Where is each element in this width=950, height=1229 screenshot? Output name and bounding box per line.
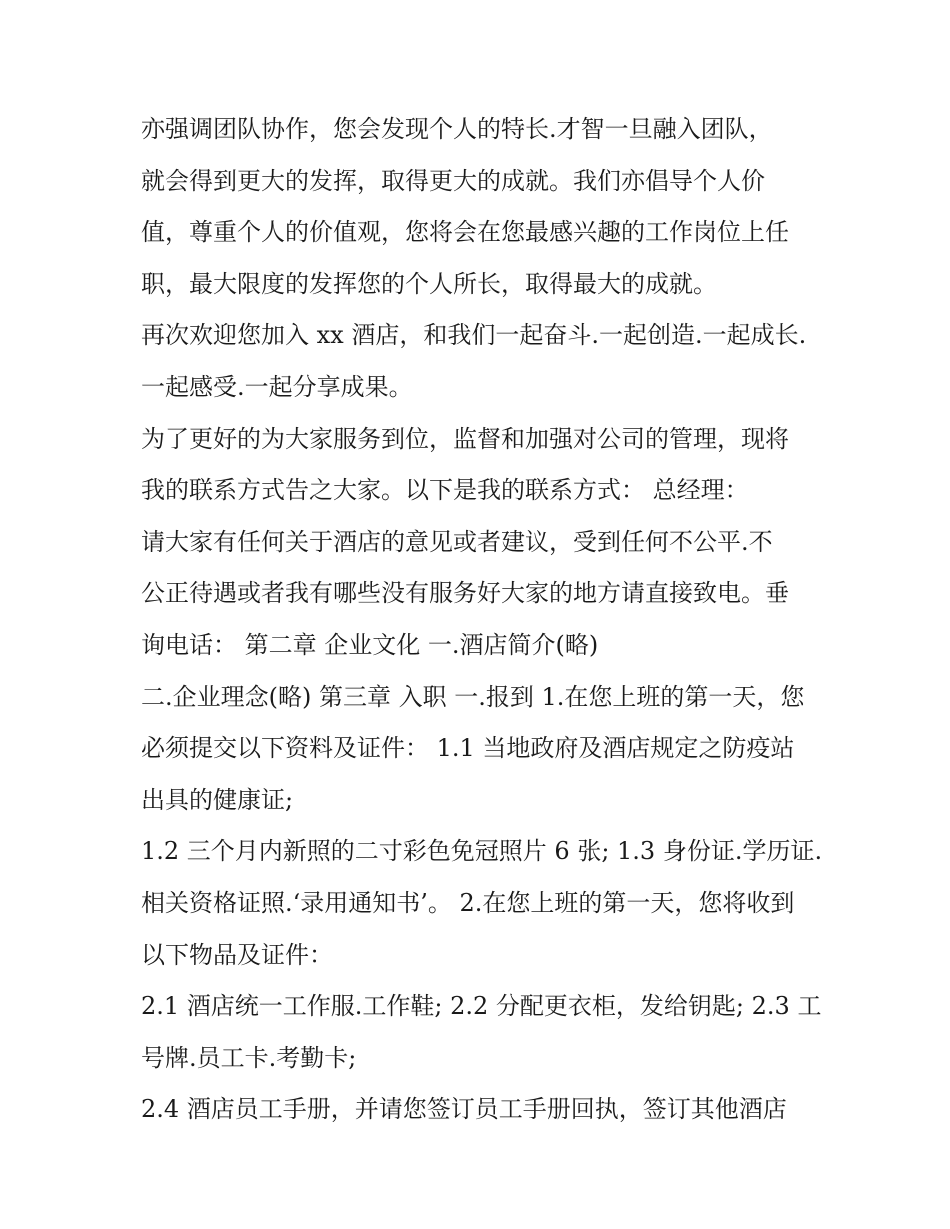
text-line: 相关资格证照.‘录用通知书’。 2.在您上班的第一天，您将收到 bbox=[141, 888, 795, 917]
text-line: 职，最大限度的发挥您的个人所长，取得最大的成就。 bbox=[141, 269, 717, 298]
text-line: 亦强调团队协作，您会发现个人的特长.才智一旦融入团队， bbox=[141, 115, 773, 143]
text-line: 二.企业理念(略) 第三章 入职 一.报到 1.在您上班的第一天，您 bbox=[141, 682, 805, 711]
text-line: 询电话： 第二章 企业文化 一.酒店简介(略) bbox=[141, 630, 599, 659]
text-line: 就会得到更大的发挥，取得更大的成就。我们亦倡导个人价 bbox=[141, 166, 765, 195]
text-line: 请大家有任何关于酒店的意见或者建议，受到任何不公平.不 bbox=[141, 527, 773, 556]
text-line: 出具的健康证; bbox=[141, 785, 294, 814]
text-line: 公正待遇或者我有哪些没有服务好大家的地方请直接致电。垂 bbox=[141, 579, 789, 608]
text-line: 以下物品及证件： bbox=[141, 940, 333, 969]
document-body bbox=[141, 104, 821, 1136]
text-line: 再次欢迎您加入 xx 酒店，和我们一起奋斗.一起创造.一起成长. bbox=[141, 321, 807, 350]
text-line: 为了更好的为大家服务到位，监督和加强对公司的管理，现将 bbox=[141, 424, 789, 453]
text-line: 值，尊重个人的价值观，您将会在您最感兴趣的工作岗位上任 bbox=[141, 218, 789, 247]
text-line: 2.4 酒店员工手册，并请您签订员工手册回执，签订其他酒店 bbox=[141, 1095, 787, 1124]
text-line: 必须提交以下资料及证件： 1.1 当地政府及酒店规定之防疫站 bbox=[141, 734, 795, 763]
text-line: 1.2 三个月内新照的二寸彩色免冠照片 6 张; 1.3 身份证.学历证. bbox=[141, 837, 823, 866]
text-line: 号牌.员工卡.考勤卡; bbox=[141, 1043, 357, 1072]
text-line: 一起感受.一起分享成果。 bbox=[141, 372, 413, 401]
text-line: 我的联系方式告之大家。以下是我的联系方式： 总经理： bbox=[141, 476, 749, 505]
text-line: 2.1 酒店统一工作服.工作鞋; 2.2 分配更衣柜，发给钥匙; 2.3 工 bbox=[141, 992, 822, 1021]
